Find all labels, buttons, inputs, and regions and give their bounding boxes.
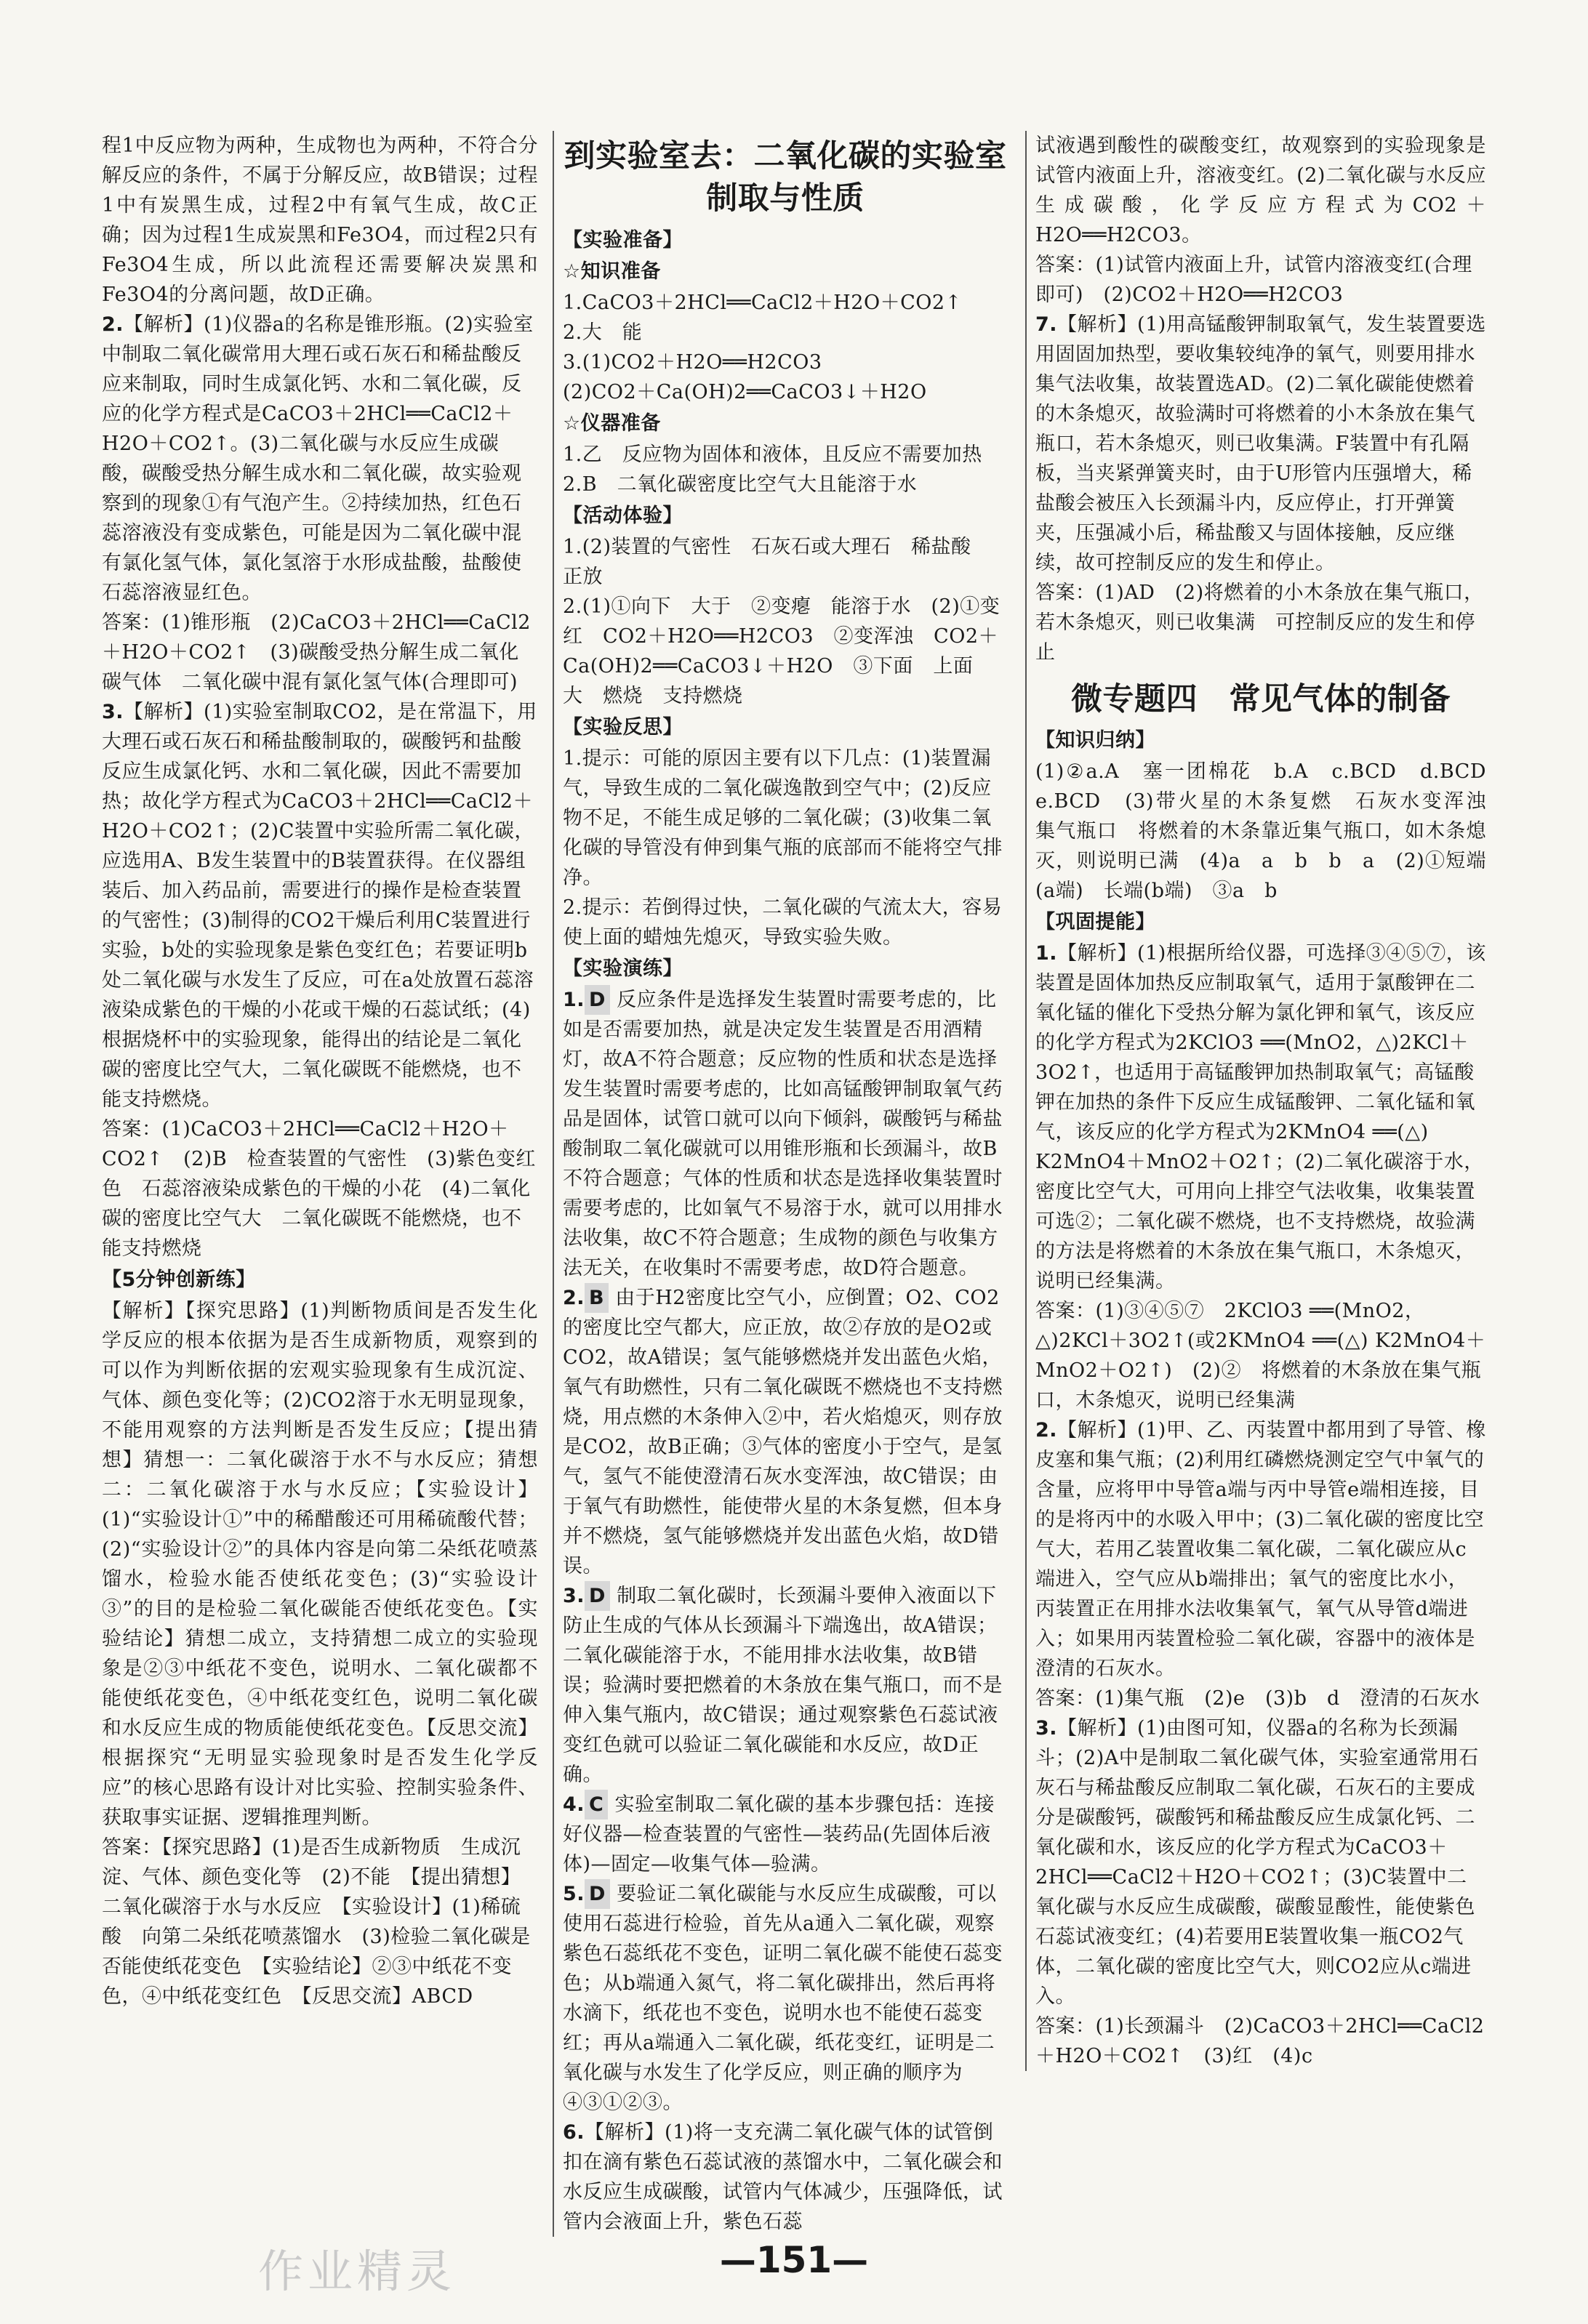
question-text: 【解析】(1)由图可知，仪器a的名称为长颈漏斗；(2)A中是制取二氧化碳气体，实验室通常用石灰石与稀盐酸反应制取二氧化碳，石灰石的主要成分是碳酸钙，碳酸钙和稀盐酸反应生成氯化钙、二氧化碳和水，该反应的化学方程式为CaCO3＋2HCl══CaCl2＋H2O＋CO2↑；(3)C装置中二氧化碳与水反应生成碳酸，碳酸显酸性，能使紫色石蕊试液变红；(4)若要用E装置收集一瓶CO2气体，二氧化碳的密度比空气大，则CO2应从c端进入。	[1035, 1717, 1479, 2008]
question-number: 3.	[563, 1585, 585, 1607]
answer-text: 答案：(1)锥形瓶 (2)CaCO3＋2HCl══CaCl2＋H2O＋CO2↑ (3)碳酸受热分解生成二氧化碳气体 二氧化碳中混有氯化氢气体(合理即可)	[102, 611, 531, 693]
answer-3	[102, 1114, 538, 1263]
section-heading-activity: 【活动体验】	[563, 504, 683, 527]
activity-item: 2.(1)①向下 大于 ②变瘪 能溶于水 (2)①变红 CO2＋H2O══H2CO3 ②变浑浊 CO2＋Ca(OH)2══CaCO3↓＋H2O ③下面 上面 大 燃烧 支持燃烧	[563, 595, 1000, 707]
question-number: 7.	[1035, 313, 1058, 336]
innovation-analysis: 【解析】【探究思路】(1)判断物质间是否发生化学反应的根本依据为是否生成新物质，观察到的可以作为判断依据的宏观实验现象有生成沉淀、气体、颜色变化等；(2)CO2溶于水无明显现象，不能用观察的方法判断是否发生反应；【提出猜想】猜想一：二氧化碳溶于水不与水反应；猜想二：二氧化碳溶于水与水反应；【实验设计】(1)“实验设计①”中的稀醋酸还可用稀硫酸代替；(2)“实验设计②”的具体内容是向第二朵纸花喷蒸馏水，检验水能否使纸花变色；(3)“实验设计③”的目的是检验二氧化碳能否使纸花变色。【实验结论】猜想二成立，支持猜想二成立的实验现象是②③中纸花不变色，说明水、二氧化碳都不能使纸花变色，④中纸花变红色，说明二氧化碳和水反应生成的物质能使纸花变色。【反思交流】根据探究“无明显实验现象时是否发生化学反应”的核心思路有设计对比实验、控制实验条件、获取事实证据、逻辑推理判断。	[102, 1300, 538, 1829]
drill-question	[563, 2118, 1008, 2237]
question-text: 由于H2密度比空气小，应倒置；O2、CO2的密度比空气都大，应正放，故②存放的是O2或CO2，故A错误；氢气能够燃烧并发出蓝色火焰，氧气有助燃性，只有二氧化碳既不燃烧也不支持燃烧，用点燃的木条伸入②中，若火焰熄灭，则存放是CO2，故B正确；③气体的密度小于空气，是氢气，氢气不能使澄清石灰水变浑浊，故C错误；由于氧气有助燃性，能使带火星的木条复燃，但本身并不燃烧，氢气能够燃烧并发出蓝色火焰，故D错误。	[563, 1287, 1003, 1577]
question-text: 要验证二氧化碳能与水反应生成碳酸，可以使用石蕊进行检验，首先从a通入二氧化碳，观察紫色石蕊纸花不变色，证明二氧化碳不能使石蕊变色；从b端通入氮气，将二氧化碳排出，然后再将水滴下，纸花也不变色，说明水也不能使石蕊变红；再从a端通入二氧化碳，纸花变红，证明是二氧化碳与水发生了化学反应，则正确的顺序为④③①②③。	[563, 1883, 1003, 2114]
subheading-instrument: ☆仪器准备	[563, 412, 661, 435]
question-3	[102, 697, 538, 1114]
summary-text: (1)②a.A 塞一团棉花 b.A c.BCD d.BCD e.BCD (3)带火星的木条复燃 石灰水变浑浊 集气瓶口 将燃着的木条靠近集气瓶口，如木条熄灭，则说明已满 (4)a a b b a (2)①短端(a端) 长端(b端) ③a b	[1035, 760, 1507, 902]
question-1	[1035, 938, 1486, 1296]
section-heading-consolidate: 【巩固提能】	[1035, 911, 1155, 933]
answer-choice-box: C	[585, 1790, 608, 1820]
column-left	[102, 131, 538, 2011]
question-2	[1035, 1415, 1486, 1684]
answer-2	[102, 608, 538, 697]
section-heading-prep: 【实验准备】	[563, 229, 683, 252]
question-number: 6.	[563, 2121, 585, 2144]
section-heading-drill: 【实验演练】	[563, 957, 683, 980]
answer-2: 答案：(1)集气瓶 (2)e (3)b d 澄清的石灰水	[1035, 1687, 1480, 1710]
question-text: 【解析】(1)根据所给仪器，可选择③④⑤⑦，该装置是固体加热反应制取氧气，适用于氯酸钾在二氧化锰的催化下受热分解为氯化钾和氧气，该反应的化学方程式为2KClO3 ══(MnO2，△)2KCl＋3O2↑，也适用于高锰酸钾加热制取氧气；高锰酸钾在加热的条件下反应生成锰酸钾、二氧化锰和氧气，该反应的化学方程式为2KMnO4 ══(△) K2MnO4＋MnO2＋O2↑；(2)二氧化碳溶于水，密度比空气大，可用向上排空气法收集，收集装置可选②；二氧化碳不燃烧，也不支持燃烧，故验满的方法是将燃着的木条放在集气瓶口，木条熄灭，说明已经集满。	[1035, 942, 1486, 1292]
innovation-answer: 答案：【探究思路】(1)是否生成新物质 生成沉淀、气体、颜色变化等 (2)不能 【提出猜想】二氧化碳溶于水与水反应 【实验设计】(1)稀硫酸 向第二朵纸花喷蒸馏水 (3)检验二氧化碳是否能使纸花变色 【实验结论】②③中纸花不变色，④中纸花变红色 【反思交流】ABCD	[102, 1836, 531, 2008]
drill-question	[563, 1283, 1008, 1581]
drill-question	[563, 1581, 1008, 1790]
column-right	[1025, 131, 1507, 2071]
knowledge-item: (2)CO2＋Ca(OH)2══CaCO3↓＋H2O	[563, 381, 927, 403]
question-number: 3.	[102, 701, 124, 723]
reflection-item: 2.提示：若倒得过快，二氧化碳的气流太大，容易使上面的蜡烛先熄灭，导致实验失败。	[563, 896, 1003, 949]
watermark: 作业精灵	[258, 2245, 457, 2298]
section-heading-reflection: 【实验反思】	[563, 716, 683, 739]
section-heading-innovation: 【5分钟创新练】	[102, 1268, 256, 1291]
question-text: 反应条件是选择发生装置时需要考虑的，比如是否需要加热，就是决定发生装置是否用酒精灯，故A不符合题意；反应物的性质和状态是选择发生装置时需要考虑的，比如高锰酸钾制取氧气药品是固体，试管口就可以向下倾斜，碳酸钙与稀盐酸制取二氧化碳就可以用锥形瓶和长颈漏斗，故B不符合题意；气体的性质和状态是选择收集装置时需要考虑的，比如氧气不易溶于水，就可以用排水法收集，故C不符合题意；生成物的颜色与收集方法无关，在收集时不需要考虑，故D符合题意。	[563, 989, 1003, 1279]
question-text: 【解析】(1)将一支充满二氧化碳气体的试管倒扣在滴有紫色石蕊试液的蒸馏水中，二氧化碳会和水反应生成碳酸，试管内气体减少，压强降低，试管内会液面上升，紫色石蕊	[563, 2121, 1003, 2233]
knowledge-item: 1.CaCO3＋2HCl══CaCl2＋H2O＋CO2↑	[563, 291, 962, 314]
topic-title: 微专题四 常见气体的制备	[1071, 681, 1451, 717]
question-text: 【解析】(1)用高锰酸钾制取氧气，发生装置要选用固固加热型，要收集较纯净的氧气，则要用排水集气法收集，故装置选AD。(2)二氧化碳能使燃着的木条熄灭，故验满时可将燃着的小木条放在集气瓶口，若木条熄灭，则已收集满。F装置中有孔隔板，当夹紧弹簧夹时，由于U形管内压强增大，稀盐酸会被压入长颈漏斗内，反应停止，打开弹簧夹，压强减小后，稀盐酸又与固体接触，反应继续，故可控制反应的发生和停止。	[1035, 313, 1486, 574]
answer-3: 答案：(1)长颈漏斗 (2)CaCO3＋2HCl══CaCl2＋H2O＋CO2↑ (3)红 (4)c	[1035, 2015, 1485, 2067]
question-7	[1035, 310, 1486, 578]
question-2	[102, 310, 538, 608]
question-text: 【解析】(1)甲、乙、丙装置中都用到了导管、橡皮塞和集气瓶；(2)利用红磷燃烧测定空气中氧气的含量，应将甲中导管a端与丙中导管e端相连接，目的是将丙中的水吸入甲中；(3)二氧化碳的密度比空气大，若用乙装置收集二氧化碳，二氧化碳应从c端进入，空气应从b端排出；氧气的密度比水小，丙装置正在用排水法收集氧气，氧气从导管d端进入；如果用丙装置检验二氧化碳，容器中的液体是澄清的石灰水。	[1035, 1419, 1486, 1680]
activity-item: 1.(2)装置的气密性 石灰石或大理石 稀盐酸 正放	[563, 536, 992, 588]
question-number: 2.	[563, 1287, 585, 1309]
question-number: 4.	[563, 1793, 585, 1816]
drill-question	[563, 985, 1008, 1283]
question-text: 【解析】(1)仪器a的名称是锥形瓶。(2)实验室中制取二氧化碳常用大理石或石灰石和稀盐酸反应来制取，同时生成氯化钙、水和二氧化碳，反应的化学方程式是CaCO3＋2HCl══CaCl2＋H2O＋CO2↑。(3)二氧化碳与水反应生成碳酸，碳酸受热分解生成水和二氧化碳，故实验观察到的现象①有气泡产生。②持续加热，红色石蕊溶液没有变成紫色，可能是因为二氧化碳中混有氯化氢气体，氯化氢溶于水形成盐酸，盐酸使石蕊溶液显红色。	[102, 313, 534, 604]
answer-choice-box: D	[585, 985, 610, 1015]
question-text: 【解析】(1)实验室制取CO2，是在常温下，用大理石或石灰石和稀盐酸制取的，碳酸钙和盐酸反应生成氯化钙、水和二氧化碳，因此不需要加热；故化学方程式为CaCO3＋2HCl══CaCl2＋H2O＋CO2↑；(2)C装置中实验所需二氧化碳，应选用A、B发生装置中的B装置获得。在仪器组装后、加入药品前，需要进行的操作是检查装置的气密性；(3)制得的CO2干燥后利用C装置进行实验，b处的实验现象是紫色变红色；若要证明b处二氧化碳与水发生了反应，可在a处放置石蕊溶液染成紫色的干燥的小花或干燥的石蕊试纸；(4)根据烧杯中的实验现象，能得出的结论是二氧化碳的密度比空气大，二氧化碳既不能燃烧，也不能支持燃烧。	[102, 701, 537, 1111]
answer-choice-box: D	[585, 1581, 610, 1611]
page-number: —151—	[719, 2239, 869, 2281]
answer-choice-box: D	[585, 1879, 610, 1909]
question-3	[1035, 1713, 1486, 2011]
knowledge-item: 2.大 能	[563, 321, 643, 344]
instrument-item: 1.乙 反应物为固体和液体，且反应不需要加热	[563, 443, 982, 466]
knowledge-item: 3.(1)CO2＋H2O══H2CO3	[563, 351, 822, 374]
section-heading-summary: 【知识归纳】	[1035, 729, 1155, 752]
question-number: 2.	[1035, 1419, 1058, 1442]
question-number: 1.	[1035, 942, 1058, 965]
answer-6: 答案：(1)试管内液面上升，试管内溶液变红(合理即可) (2)CO2＋H2O══H2CO3	[1035, 254, 1472, 306]
drill-question	[563, 1879, 1008, 2118]
lead-paragraph: 试液遇到酸性的碳酸变红，故观察到的实验现象是试管内液面上升，溶液变红。(2)二氧化碳与水反应生成碳酸，化学反应方程式为CO2＋H2O══H2CO3。	[1035, 134, 1486, 246]
answer-1: 答案：(1)③④⑤⑦ 2KClO3 ══(MnO2，△)2KCl＋3O2↑(或2KMnO4 ══(△) K2MnO4＋MnO2＋O2↑) (2)② 将燃着的木条放在集气瓶口，木条熄灭，说明已经集满	[1035, 1300, 1486, 1412]
lab-title: 到实验室去：二氧化碳的实验室制取与性质	[564, 138, 1007, 217]
reflection-item: 1.提示：可能的原因主要有以下几点：(1)装置漏气，导致生成的二氧化碳逸散到空气中；(2)反应物不足，不能生成足够的二氧化碳；(3)收集二氧化碳的导管没有伸到集气瓶的底部而不能将空气排净。	[563, 747, 1003, 889]
answer-7: 答案：(1)AD (2)将燃着的小木条放在集气瓶口，若木条熄灭，则已收集满 可控制反应的发生和停止	[1035, 582, 1484, 664]
lead-paragraph: 程1中反应物为两种，生成物也为两种，不符合分解反应的条件，不属于分解反应，故B错误；过程1中有炭黑生成，过程2中有氧气生成，故C正确；因为过程1生成炭黑和Fe3O4，而过程2只有Fe3O4生成，所以此流程还需要解决炭黑和Fe3O4的分离问题，故D正确。	[102, 134, 538, 306]
question-number: 3.	[1035, 1717, 1058, 1740]
subheading-knowledge: ☆知识准备	[563, 260, 661, 283]
question-text: 制取二氧化碳时，长颈漏斗要伸入液面以下防止生成的气体从长颈漏斗下端逸出，故A错误；二氧化碳能溶于水，不能用排水法收集，故B错误；验满时要把燃着的木条放在集气瓶口，而不是伸入集气瓶内，故C错误；通过观察紫色石蕊试液变红色就可以验证二氧化碳能和水反应，故D正确。	[563, 1585, 1003, 1786]
instrument-item: 2.B 二氧化碳密度比空气大且能溶于水	[563, 473, 918, 496]
question-number: 5.	[563, 1883, 585, 1905]
column-middle	[553, 131, 1008, 2237]
question-number: 1.	[563, 989, 585, 1011]
question-number: 2.	[102, 313, 124, 336]
answer-choice-box: B	[585, 1283, 609, 1313]
question-text: 实验室制取二氧化碳的基本步骤包括：连接好仪器—检查装置的气密性—装药品(先固体后液体)—固定—收集气体—验满。	[563, 1793, 995, 1875]
answer-text: 答案：(1)CaCO3＋2HCl══CaCl2＋H2O＋CO2↑ (2)B 检查装置的气密性 (3)紫色变红色 石蕊溶液染成紫色的干燥的小花 (4)二氧化碳的密度比空气大 二氧化碳既不能燃烧，也不能支持燃烧	[102, 1118, 536, 1260]
drill-question	[563, 1790, 1008, 1879]
